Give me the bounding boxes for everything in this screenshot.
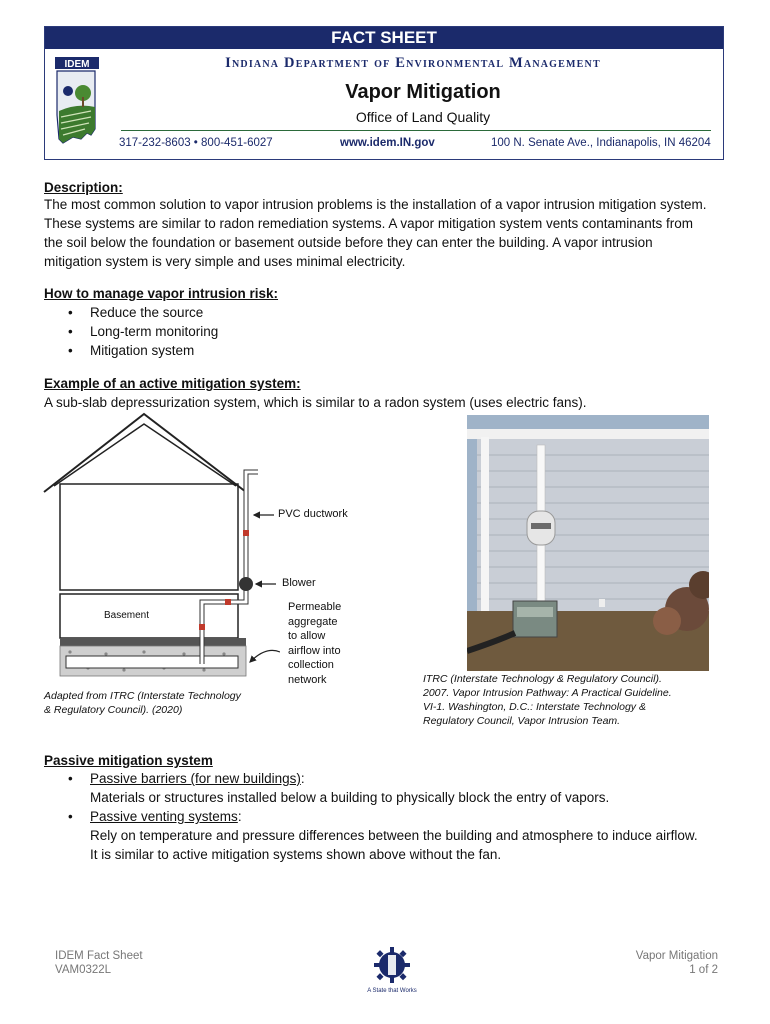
active-section [44,374,744,412]
aggregate-arrow [250,650,280,662]
aggregate-line: airflow into [288,644,341,657]
address: 100 N. Senate Ave., Indianapolis, IN 46204 [491,137,711,149]
control-box [513,601,557,637]
duct-joint [243,530,249,536]
caption-line: Adapted from ITRC (Interstate Technology [44,690,241,702]
list-item [44,807,764,826]
footer-title: Vapor Mitigation [635,950,718,962]
caption-line: & Regulatory Council). (2020) [44,704,183,716]
aggregate-line: Permeable [288,601,342,613]
colon: : [300,771,305,786]
aggregate-line: network [288,673,327,686]
gutter [467,429,709,439]
roof-outline [44,414,246,492]
slab [60,638,246,646]
pvc-ductwork-label: PVC ductwork [278,508,348,520]
description-line: The most common solution to vapor intrusion problems is the installation of a vapor intrusion mitigation system. [44,197,707,212]
caption-line: ITRC (Interstate Technology & Regulatory Council). [423,673,662,685]
passive-item-title: Passive barriers (for new buildings) [90,771,301,786]
diagram-caption [44,689,241,717]
footer-left [55,949,143,977]
idem-logo-icon [51,55,103,151]
description-line: mitigation system is very simple and uses minimal electricity. [44,254,406,269]
gear-logo-text: A State that Works [367,988,417,994]
blower-icon [239,577,253,591]
passive-item-text: It is similar to active mitigation systems shown above without the fan. [90,847,502,862]
caption-line: 2007. Vapor Intrusion Pathway: A Practical Guideline. [423,687,672,699]
risk-list [44,303,744,360]
list-item: • Reduce the source [44,303,744,322]
risk-heading: How to manage vapor intrusion risk: [44,286,279,301]
description-heading: Description: [44,180,123,195]
page-title: Vapor Mitigation [345,81,501,103]
risk-section [44,284,744,360]
description-line: These systems are similar to radon remediation systems. A vapor mitigation system vents contaminants from [44,216,694,231]
duct-joint [199,624,205,630]
passive-section [44,752,764,864]
passive-item-text: Materials or structures installed below a building to physically block the entry of vapors. [90,790,610,805]
roof-inner [54,424,236,486]
list-item: • Long-term monitoring [44,322,744,341]
caption-line: VI-1. Washington, D.C.: Interstate Technology & [423,701,646,713]
passive-list [44,807,764,826]
footer-page: 1 of 2 [689,964,718,976]
fact-sheet-header [44,26,724,160]
state-gear-logo-icon [360,945,424,995]
footer-doc-code: VAM0322L [55,964,112,976]
downspout [481,437,489,615]
colon: : [237,809,242,824]
caption-line: Regulatory Council, Vapor Intrusion Team. [423,715,621,727]
header-divider [121,130,711,131]
blower-label: Blower [282,577,316,589]
website-link[interactable]: www.idem.IN.gov [340,137,435,149]
list-item: • Mitigation system [44,341,744,360]
aggregate-label [288,600,341,688]
basement-label: Basement [104,610,150,621]
mitigation-diagram [40,410,280,690]
aggregate-line: collection [288,659,334,672]
mitigation-photo [467,415,709,671]
upper-floor [60,484,238,590]
passive-list [44,769,764,788]
logo-text: IDEM [64,59,90,70]
footer-doc-type: IDEM Fact Sheet [55,950,143,962]
aggregate-line: aggregate [288,615,338,628]
active-text: A sub-slab depressurization system, which is similar to a radon system (uses electric fans). [44,395,587,410]
house-siding [477,435,709,615]
duct-joint [225,599,231,605]
list-item [44,769,764,788]
description-section [44,180,744,271]
footer-right [560,949,718,977]
description-line: the soil below the foundation or basement outside before they can enter the building. A vapor intrusion [44,235,653,250]
phone-numbers: 317-232-8603 • 800-451-6027 [119,137,273,149]
passive-item-text: Rely on temperature and pressure differences between the building and atmosphere to induce airflow. [90,828,698,843]
collection-pipe [66,656,238,668]
pvc-ductwork [202,480,246,664]
active-heading: Example of an active mitigation system: [44,376,301,391]
passive-item-title: Passive venting systems [90,809,238,824]
department-name: Indiana Department of Environmental Management [225,55,601,71]
header-bar-title: FACT SHEET [45,27,723,49]
aggregate-line: to allow [288,630,326,643]
office-name: Office of Land Quality [355,109,491,125]
passive-heading: Passive mitigation system [44,753,213,768]
photo-caption [423,672,672,728]
